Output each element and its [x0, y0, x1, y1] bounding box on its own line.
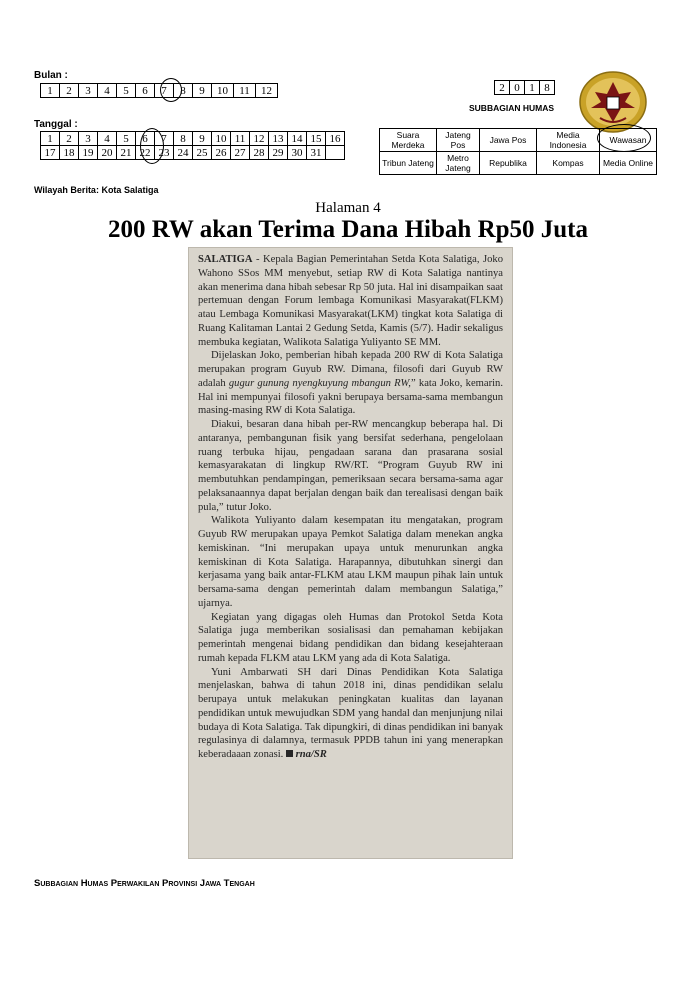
year-digit-cell: 1 — [525, 81, 540, 95]
media-cell: Media Online — [600, 152, 657, 175]
media-cell: Jawa Pos — [480, 129, 537, 152]
date-cell: 22 — [136, 146, 155, 160]
year-grid — [494, 80, 555, 95]
article-paragraph: Dijelaskan Joko, pemberian hibah kepada 200 RW di Kota Salatiga merupakan program Guyub RW. Dimana, filosofi dari Guyub RW adalah gugur gunung nyengkuyung mbangun RW,” kata Joko, kemarin. Hal ini mempunyai filosofi yakni berupaya bersama-sama membangun masing-masing RW di Kota Salatiga. — [198, 350, 504, 417]
month-cell: 4 — [98, 84, 117, 98]
year-digit-cell: 0 — [510, 81, 525, 95]
date-cell — [326, 146, 345, 160]
date-cell: 12 — [250, 132, 269, 146]
media-cell: Metro Jateng — [437, 152, 480, 175]
dateline: SALATIGA — [198, 254, 253, 265]
date-cell: 13 — [269, 132, 288, 146]
date-cell: 29 — [269, 146, 288, 160]
date-cell: 11 — [231, 132, 250, 146]
month-cell: 8 — [174, 84, 193, 98]
article-paragraph: Kegiatan yang digagas oleh Humas dan Protokol Setda Kota Salatiga juga memberikan sosialisasi dan pemahaman kebijakan pemerintah mengenai bidang pendidikan dan bidang kesejahteraan rumah kepada FLKM atau LKM yang ada di Kota Salatiga. — [198, 611, 503, 664]
date-cell: 15 — [307, 132, 326, 146]
month-cell: 5 — [117, 84, 136, 98]
headline: 200 RW akan Terima Dana Hibah Rp50 Juta — [107, 216, 589, 243]
date-cell: 10 — [212, 132, 231, 146]
article-paragraph: Walikota Yuliyanto dalam kesempatan itu mengatakan, program Guyub RW merupakan upaya Pemkot Salatiga dalam menekan angka kemiskinan. “Ini merupakan upaya untuk menurunkan angka kemiskinan di Kota Salatiga. Harapannya, dibutuhkan sinergi dan kerjasama yang baik antar-FLKM atau LKM maupun pihak lain untuk bersama-sama dengan pemerintah dalam membangun Salatiga,” ujarnya. — [198, 515, 503, 609]
date-cell: 28 — [250, 146, 269, 160]
media-cell: Jateng Pos — [437, 129, 480, 152]
media-cell: Republika — [480, 152, 537, 175]
date-cell: 8 — [174, 132, 193, 146]
month-cell: 9 — [193, 84, 212, 98]
month-grid — [40, 83, 278, 98]
date-cell: 30 — [288, 146, 307, 160]
dept-label: SUBBAGIAN HUMAS — [469, 103, 554, 113]
date-cell: 20 — [98, 146, 117, 160]
media-cell: Wawasan — [600, 129, 657, 152]
year-digit-cell: 2 — [495, 81, 510, 95]
date-cell: 7 — [155, 132, 174, 146]
byline: rna/SR — [295, 749, 327, 760]
month-cell: 3 — [79, 84, 98, 98]
date-cell: 4 — [98, 132, 117, 146]
date-cell: 18 — [60, 146, 79, 160]
date-cell: 3 — [79, 132, 98, 146]
date-cell: 25 — [193, 146, 212, 160]
date-cell: 14 — [288, 132, 307, 146]
wilayah-label: Wilayah Berita: Kota Salatiga — [34, 185, 159, 195]
media-cell: Kompas — [537, 152, 600, 175]
date-cell: 5 — [117, 132, 136, 146]
footer-text: Subbagian Humas Perwakilan Provinsi Jawa Tengah — [34, 878, 255, 889]
month-cell: 12 — [256, 84, 278, 98]
month-cell: 7 — [155, 84, 174, 98]
news-clipping — [188, 247, 513, 859]
end-mark-icon — [286, 750, 293, 757]
date-cell: 16 — [326, 132, 345, 146]
year-digit-cell: 8 — [540, 81, 555, 95]
date-cell: 6 — [136, 132, 155, 146]
date-cell: 24 — [174, 146, 193, 160]
article-paragraph: Diakui, besaran dana hibah per-RW mencangkup beberapa hal. Di antaranya, pembangunan fisik yang bersifat sederhana, pengelolaan ruang terbuka hijau, pengadaan sarana dan prasarana sosial kemasyarakatan di lingkup RW/RT. “Program Guyub RW ini membutuhkan pendampingan, pemeriksaan secara bersama-sama agar pelaksanaannya dapat berjalan dengan baik dan terealisasi dengan baik pula,” tutur Joko. — [198, 419, 503, 513]
date-selection-circle — [140, 128, 164, 164]
tanggal-label: Tanggal : — [34, 119, 78, 130]
media-selection-circle — [597, 124, 651, 152]
month-cell: 2 — [60, 84, 79, 98]
date-cell: 2 — [60, 132, 79, 146]
article-paragraph: Yuni Ambarwati SH dari Dinas Pendidikan Kota Salatiga menjelaskan, bahwa di tahun 2018 ini, dinas pendidikan selalu berupaya untuk melakukan peningkatan kualitas dan layanan pendidikan untuk mewujudkan SDM yang handal dan menjunjung nilai budaya di Kota Salatiga. Tak dipungkiri, di dinas pendidikan ini banyak regulasinya di dalamnya, termasuk PPDB tahun ini yang menerapkan keberadaaan zonasi. rna/SR — [198, 666, 503, 760]
date-cell: 19 — [79, 146, 98, 160]
date-cell: 23 — [155, 146, 174, 160]
date-cell: 31 — [307, 146, 326, 160]
month-cell: 6 — [136, 84, 155, 98]
date-cell: 17 — [41, 146, 60, 160]
article-paragraph: SALATIGA - Kepala Bagian Pemerintahan Setda Kota Salatiga, Joko Wahono SSos MM menyebut, setiap RW di Kota Salatiga nantinya akan menerima dana hibah sebesar Rp 50 juta. Hal ini disampaikan saat pertemuan dengan Forum lembaga Komunikasi Masyarakat(FLKM) atau Lembaga Komunikasi Masyarakat(LKM) tingkat kota Salatiga di Ruang Kalitaman Lantai 2 Gedung Setda, Kamis (5/7). Hadir sekaligus membuka kegiatan, Walikota Salatiga Yuliyanto SE MM. — [198, 254, 503, 348]
bulan-label: Bulan : — [34, 70, 68, 81]
article-body — [198, 253, 503, 762]
month-cell: 10 — [212, 84, 234, 98]
media-cell: Media Indonesia — [537, 129, 600, 152]
date-cell: 26 — [212, 146, 231, 160]
month-cell: 1 — [41, 84, 60, 98]
media-cell: Tribun Jateng — [380, 152, 437, 175]
date-cell: 9 — [193, 132, 212, 146]
page-number: Halaman 4 — [315, 200, 381, 216]
month-selection-circle — [160, 78, 182, 102]
date-cell: 21 — [117, 146, 136, 160]
date-grid — [40, 131, 345, 160]
date-cell: 27 — [231, 146, 250, 160]
media-cell: Suara Merdeka — [380, 129, 437, 152]
date-cell: 1 — [41, 132, 60, 146]
month-cell: 11 — [234, 84, 256, 98]
